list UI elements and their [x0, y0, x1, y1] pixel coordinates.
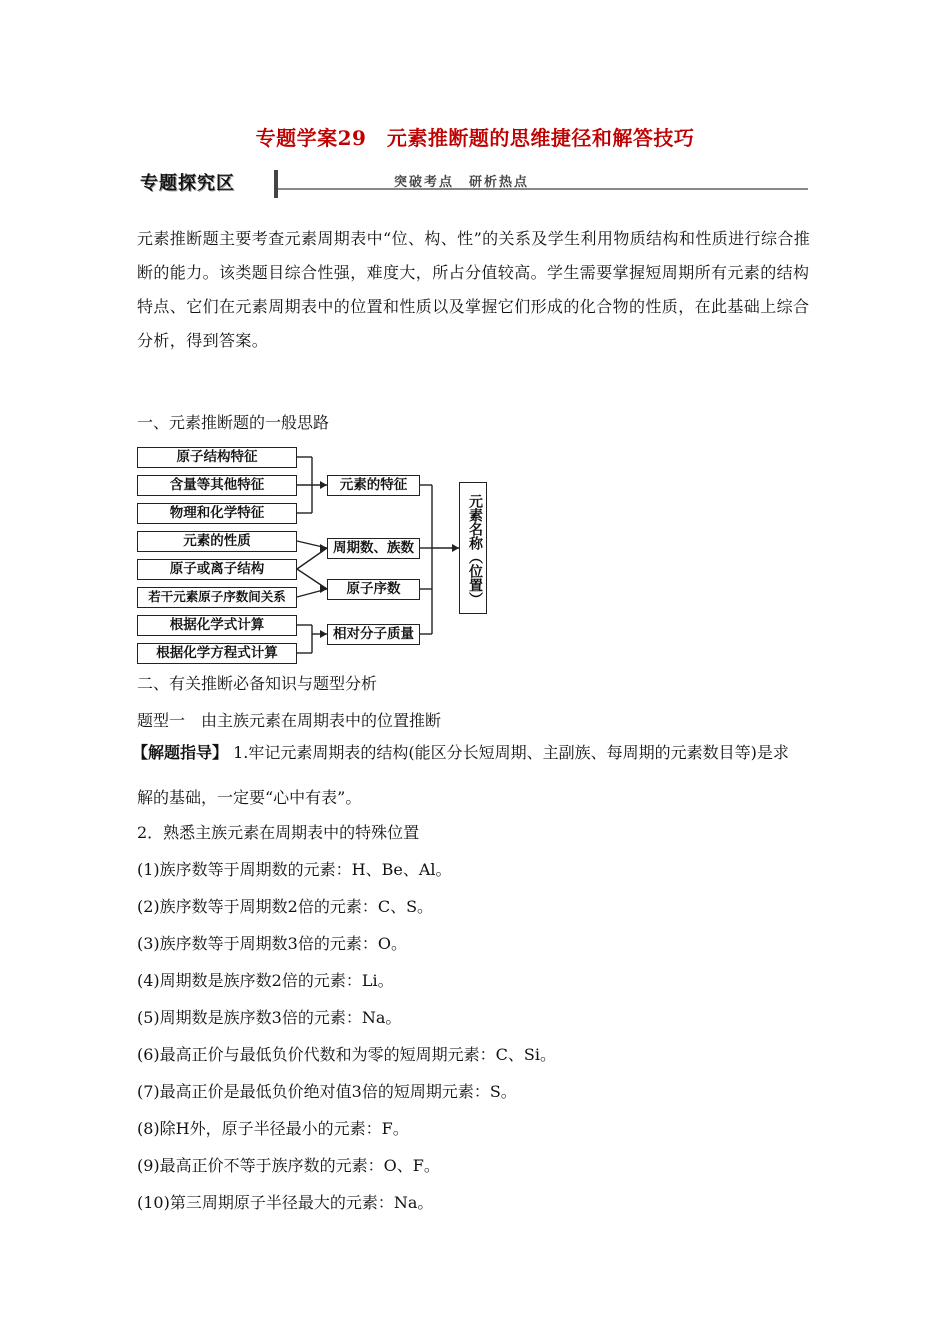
guide-label: 【解题指导】	[132, 743, 229, 762]
list-item: (3)族序数等于周期数3倍的元素：O。	[137, 934, 407, 953]
list-item: (2)族序数等于周期数2倍的元素：C、S。	[137, 897, 434, 916]
flow-left-box: 含量等其他特征	[137, 475, 297, 496]
flow-middle-box: 元素的特征	[327, 475, 420, 496]
list-item: (6)最高正价与最低负价代数和为零的短周期元素：C、Si。	[137, 1045, 556, 1064]
flow-left-box: 根据化学式计算	[137, 615, 297, 636]
section-heading-2: 二、有关推断必备知识与题型分析	[137, 674, 378, 693]
list-heading: 2．熟悉主族元素在周期表中的特殊位置	[137, 823, 420, 842]
list-item: (10)第三周期原子半径最大的元素：Na。	[137, 1193, 434, 1212]
list-item: (8)除H外，原子半径最小的元素：F。	[137, 1119, 409, 1138]
banner-subtitle: 突破考点 研析热点	[394, 175, 530, 190]
section-banner-tag: 专题探究区	[140, 170, 268, 198]
guide-text-2: 解的基础，一定要“心中有表”。	[137, 788, 362, 807]
page-title: 专题学案29 元素推断题的思维捷径和解答技巧	[255, 126, 695, 150]
flow-result-box: 元素名称（位置）	[459, 482, 487, 614]
guide-text-1: 1.牢记元素周期表的结构(能区分长短周期、主副族、每周期的元素数目等)是求	[228, 743, 789, 762]
flow-middle-box: 原子序数	[327, 579, 420, 600]
flow-middle-box: 相对分子质量	[327, 624, 420, 645]
flow-left-box: 原子或离子结构	[137, 559, 297, 580]
section-heading-1: 一、元素推断题的一般思路	[137, 413, 330, 432]
list-item: (4)周期数是族序数2倍的元素：Li。	[137, 971, 394, 990]
list-item: (5)周期数是族序数3倍的元素：Na。	[137, 1008, 402, 1027]
list-item: (1)族序数等于周期数的元素：H、Be、Al。	[137, 860, 452, 879]
list-item: (7)最高正价是最低负价绝对值3倍的短周期元素：S。	[137, 1082, 517, 1101]
flow-left-box: 若干元素原子序数间关系	[137, 587, 297, 608]
flow-middle-box: 周期数、族数	[327, 538, 420, 559]
intro-paragraph: 元素推断题主要考查元素周期表中“位、构、性”的关系及学生利用物质结构和性质进行综合推断的能力。该类题目综合性强，难度大，所占分值较高。学生需要掌握短周期所有元素的结构特点、它们在元素周期表中的位置和性质以及掌握它们形成的化合物的性质，在此基础上综合分析，得到答案。	[137, 229, 811, 350]
flow-left-box: 根据化学方程式计算	[137, 643, 297, 664]
question-type-heading: 题型一 由主族元素在周期表中的位置推断	[137, 711, 442, 730]
list-item: (9)最高正价不等于族序数的元素：O、F。	[137, 1156, 440, 1175]
flow-left-box: 元素的性质	[137, 531, 297, 552]
flow-left-box: 物理和化学特征	[137, 503, 297, 524]
flow-left-box: 原子结构特征	[137, 447, 297, 468]
